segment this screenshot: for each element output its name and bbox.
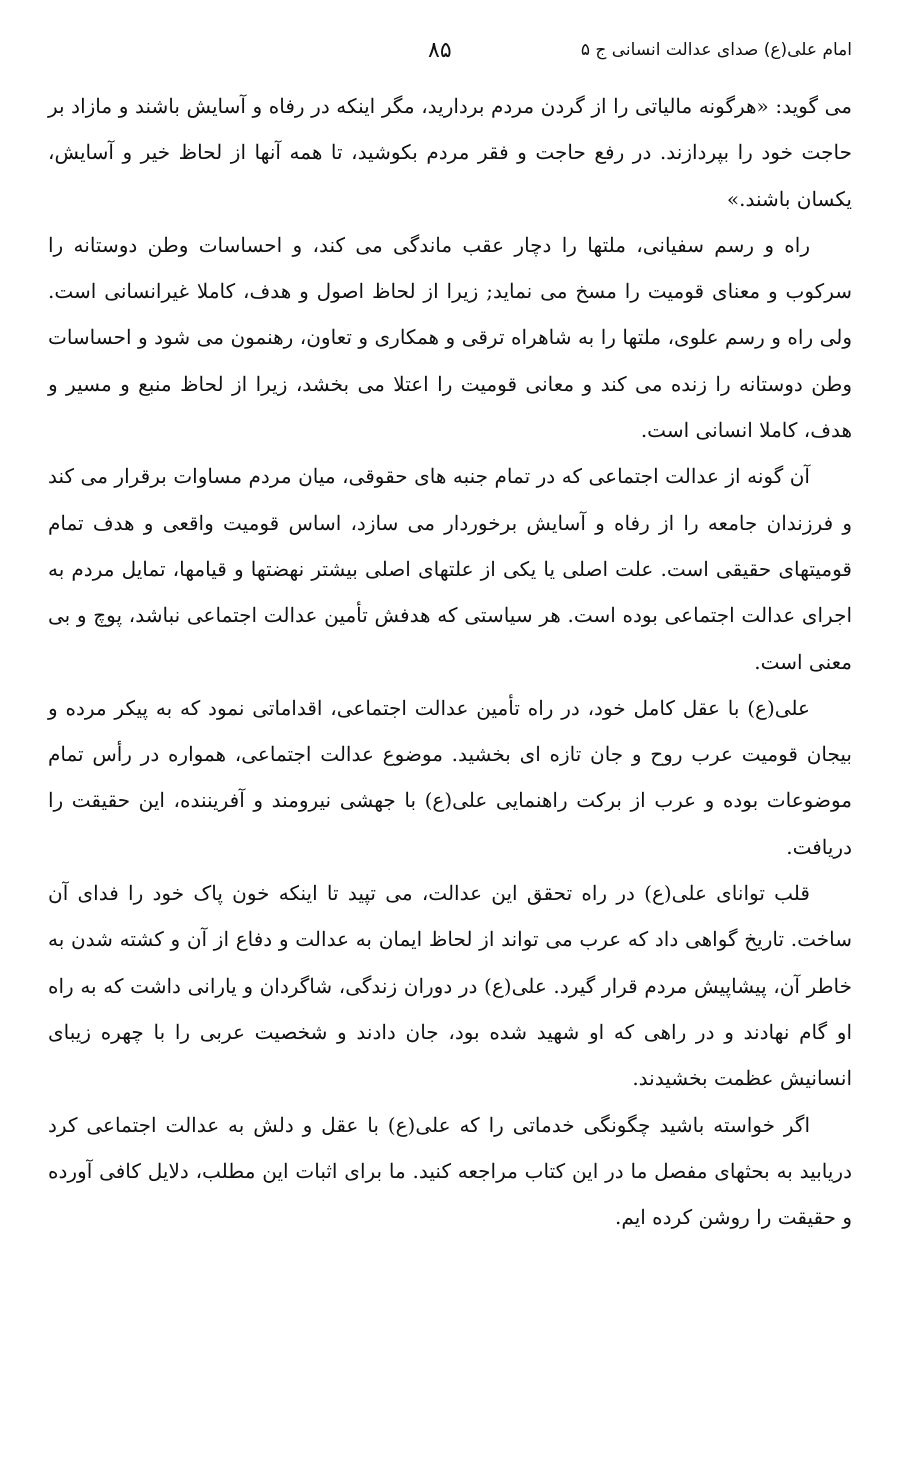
body-text	[48, 83, 852, 1240]
page-number: ۸۵	[428, 38, 452, 63]
paragraph: راه و رسم سفیانی، ملتها را دچار عقب ماندگی می کند، و احساسات وطن دوستانه را سرکوب و معنای قومیت را مسخ می نماید; زیرا از لحاظ اصول و هدف، کاملا غیرانسانی است. ولی راه و رسم علوی، ملتها را به شاهراه ترقی و همکاری و تعاون، رهنمون می شود و احساسات وطن دوستانه را زنده می کند و معانی قومیت را اعتلا می بخشد، زیرا از لحاظ منبع و مسیر و هدف، کاملا انسانی است.	[48, 232, 852, 443]
paragraph: علی(ع) با عقل کامل خود، در راه تأمین عدالت اجتماعی، اقداماتی نمود که به پیکر مرده و بیجان قومیت عرب روح و جان تازه ای بخشید. موضوع عدالت اجتماعی، همواره در رأس تمام موضوعات بوده و عرب از برکت راهنمایی علی(ع) با جهشی نیرومند و آفریننده، این حقیقت را دریافت.	[48, 695, 852, 859]
page-header	[48, 38, 852, 78]
running-title: امام علی(ع) صدای عدالت انسانی ج ۵	[580, 40, 852, 60]
paragraph: اگر خواسته باشید چگونگی خدماتی را که علی(ع) با عقل و دلش به عدالت اجتماعی کرد دریابید به بحثهای مفصل ما در این کتاب مراجعه کنید. ما برای اثبات این مطلب، دلایل کافی آورده و حقیقت را روشن کرده ایم.	[48, 1112, 852, 1230]
paragraph: قلب توانای علی(ع) در راه تحقق این عدالت، می تپید تا اینکه خون پاک خود را فدای آن ساخت. تاریخ گواهی داد که عرب می تواند از لحاظ ایمان به عدالت و دفاع از آن و کشته شدن به خاطر آن، پیشاپیش مردم قرار گیرد. علی(ع) در دوران زندگی، شاگردان و یارانی داشت که به راه او گام نهادند و در راهی که او شهید شده بود، جان دادند و شخصیت عربی را با چهره زیبای انسانیش عظمت بخشیدند.	[48, 881, 852, 1091]
paragraph: می گوید: «هرگونه مالیاتی را از گردن مردم بردارید، مگر اینکه در رفاه و آسایش باشند و مازاد بر حاجت خود را بپردازند. در رفع حاجت و فقر مردم بکوشید، تا همه آنها از لحاظ خیر و آسایش، یکسان باشند.»	[48, 94, 852, 211]
paragraph: آن گونه از عدالت اجتماعی که در تمام جنبه های حقوقی، میان مردم مساوات برقرار می کند و فرزندان جامعه را از رفاه و آسایش برخوردار می سازد، اساس قومیت واقعی و هدف تمام قومیتهای حقیقی است. علت اصلی یا یکی از علتهای اصلی بیشتر نهضتها و قیامها، تمایل مردم به اجرای عدالت اجتماعی بوده است. هر سیاستی که هدفش تأمین عدالت اجتماعی نباشد، پوچ و بی معنی است.	[48, 464, 852, 674]
